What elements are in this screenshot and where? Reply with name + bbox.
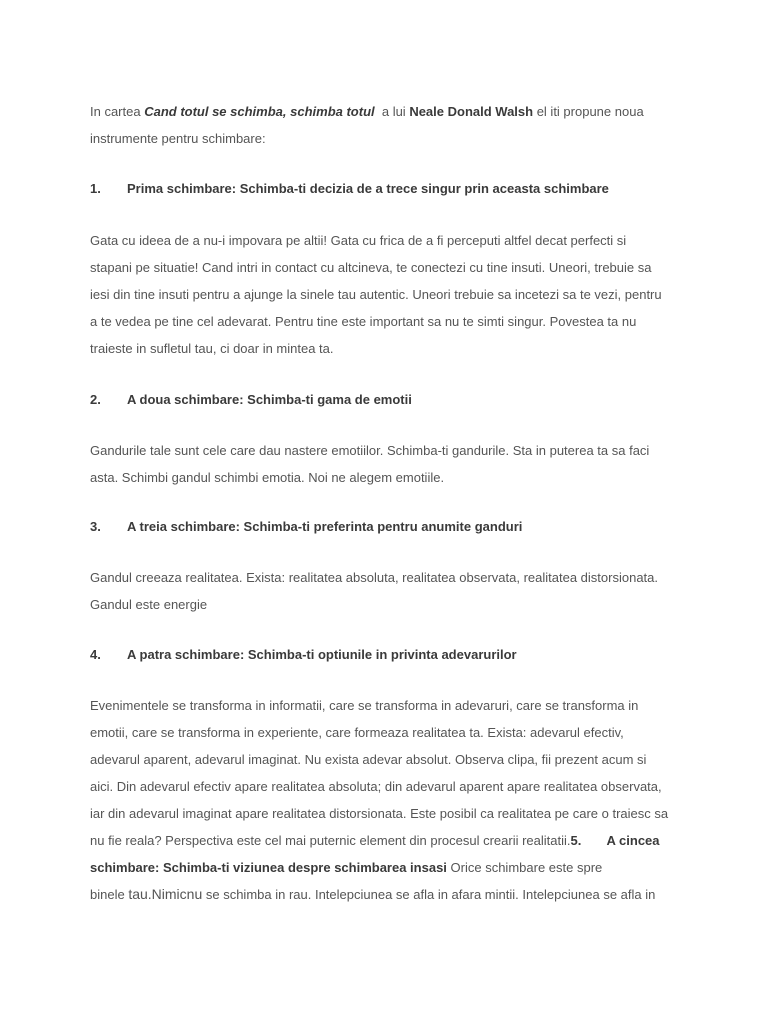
body-line: stapani pe situatie! Cand intri in contact cu altcineva, te conectezi cu tine insuti. Uneori, trebuie sa bbox=[90, 260, 652, 275]
body-line: Gandul este energie bbox=[90, 597, 208, 612]
body-line: traieste in sufletul tau, ci doar in mintea ta. bbox=[90, 341, 334, 356]
inline-section-title-start: A cincea bbox=[606, 833, 660, 848]
section-title: A treia schimbare: Schimba-ti preferinta pentru anumite ganduri bbox=[127, 519, 523, 534]
body-line: asta. Schimbi gandul schimbi emotia. Noi ne alegem emotiile. bbox=[90, 470, 445, 485]
body-line bbox=[90, 881, 670, 908]
body-line: aici. Din adevarul efectiv apare realitatea absoluta; din adevarul aparent apare realitatea observata, bbox=[90, 779, 662, 794]
body-line: a te vedea pe tine cel adevarat. Pentru tine este important sa nu te simti singur. Povestea ta nu bbox=[90, 314, 637, 329]
section-number: 3. bbox=[90, 519, 101, 534]
inline-section-title-end: schimbare: Schimba-ti viziunea despre schimbarea insasi bbox=[90, 860, 447, 875]
body-line: emotii, care se transforma in experiente, care formeaza realitatea ta. Exista: adevarul efectiv, bbox=[90, 725, 624, 740]
body-line: Gata cu ideea de a nu-i impovara pe altii! Gata cu frica de a fi perceputi altfel decat perfecti si bbox=[90, 233, 627, 248]
intro-line-2: instrumente pentru schimbare: bbox=[90, 131, 266, 146]
body-line: Evenimentele se transforma in informatii, care se transforma in adevaruri, care se transforma in bbox=[90, 698, 639, 713]
section-number: 1. bbox=[90, 181, 101, 196]
intro-suffix: el iti propune noua bbox=[533, 104, 644, 119]
body-line: iar din adevarul imaginat apare realitatea distorsionata. Este posibil ca realitatea pe care o traiesc sa bbox=[90, 806, 669, 821]
section-heading-2 bbox=[90, 390, 412, 410]
intro-middle: a lui bbox=[374, 104, 410, 119]
body-text: binele bbox=[90, 887, 129, 902]
body-text: Nimicnu bbox=[151, 886, 203, 902]
intro-line-1 bbox=[90, 98, 670, 125]
section-number: 2. bbox=[90, 392, 101, 407]
body-text: Orice schimbare este spre bbox=[446, 860, 603, 875]
book-title: Cand totul se schimba, schimba totul bbox=[144, 104, 375, 119]
body-text: tau. bbox=[128, 886, 152, 902]
section-body-1 bbox=[90, 227, 670, 362]
section-body-2 bbox=[90, 437, 670, 491]
author-name: Neale Donald Walsh bbox=[409, 104, 534, 119]
intro-paragraph bbox=[90, 98, 670, 152]
intro-prefix: In cartea bbox=[90, 104, 145, 119]
section-heading-1 bbox=[90, 179, 609, 199]
body-text: nu fie reala? Perspectiva este cel mai puternic element din procesul crearii realitatii. bbox=[90, 833, 571, 848]
body-line-with-inline-heading bbox=[90, 854, 670, 881]
section-title: A doua schimbare: Schimba-ti gama de emotii bbox=[127, 392, 412, 407]
section-body-4 bbox=[90, 692, 670, 908]
body-line: Gandul creeaza realitatea. Exista: realitatea absoluta, realitatea observata, realitatea distorsionata. bbox=[90, 570, 659, 585]
section-title: A patra schimbare: Schimba-ti optiunile in privinta adevarurilor bbox=[127, 647, 517, 662]
body-line-with-inline-heading bbox=[90, 827, 670, 854]
section-heading-3 bbox=[90, 517, 522, 537]
section-body-3 bbox=[90, 564, 670, 618]
section-heading-4 bbox=[90, 645, 517, 665]
body-line: iesi din tine insuti pentru a ajunge la sinele tau autentic. Uneori trebuie sa incetezi sa te vezi, pentru bbox=[90, 287, 662, 302]
section-title: Prima schimbare: Schimba-ti decizia de a trece singur prin aceasta schimbare bbox=[127, 181, 609, 196]
section-number: 4. bbox=[90, 647, 101, 662]
inline-section-number: 5. bbox=[570, 833, 582, 848]
body-text: se schimba in rau. Intelepciunea se afla in afara mintii. Intelepciunea se afla in bbox=[202, 887, 656, 902]
body-line: adevarul aparent, adevarul imaginat. Nu exista adevar absolut. Observa clipa, fii prezent acum si bbox=[90, 752, 647, 767]
body-line: Gandurile tale sunt cele care dau nastere emotiilor. Schimba-ti gandurile. Sta in puterea ta sa faci bbox=[90, 443, 650, 458]
